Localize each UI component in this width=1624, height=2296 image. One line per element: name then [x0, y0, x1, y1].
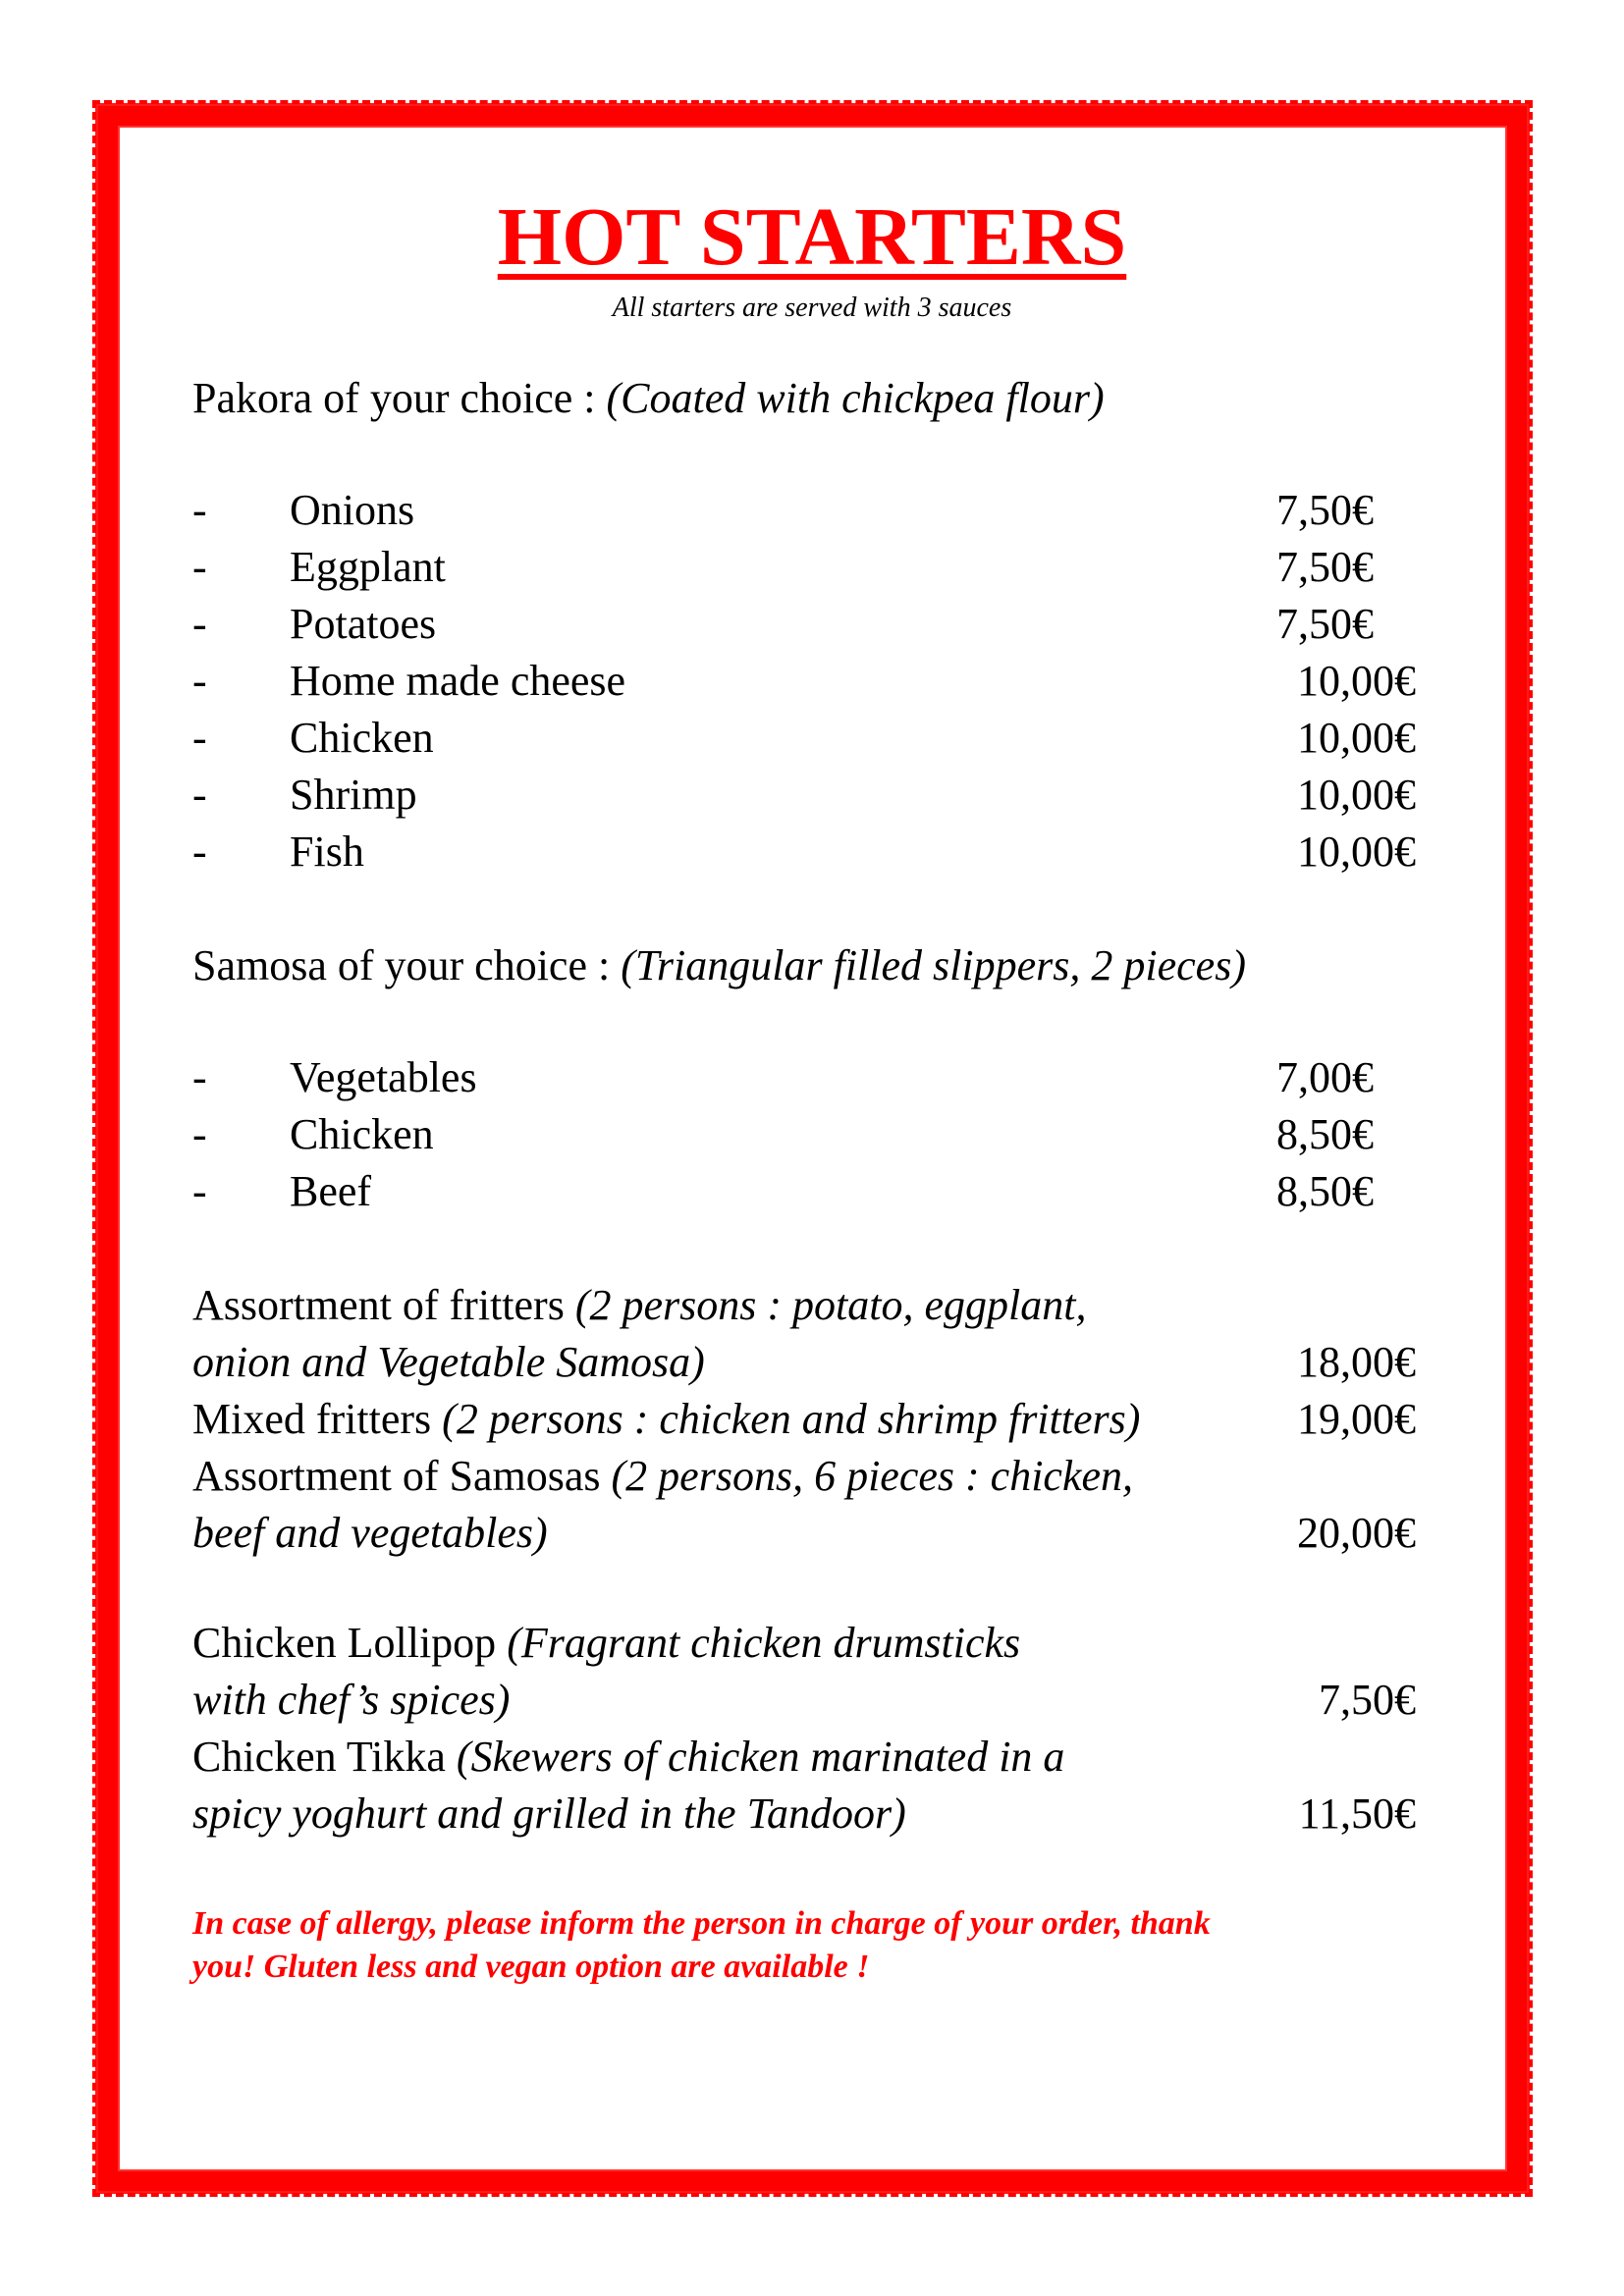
mixed-fritters-line	[192, 1395, 1141, 1443]
chicken-tikka-desc-line2: spicy yoghurt and grilled in the Tandoor)	[192, 1789, 906, 1838]
pakora-item-price: 10,00€	[1297, 714, 1416, 762]
list-bullet: -	[192, 714, 207, 762]
assortment-samosas-desc: (2 persons, 6 pieces : chicken,	[611, 1452, 1134, 1500]
pakora-description: (Coated with chickpea flour)	[606, 374, 1105, 422]
list-bullet: -	[192, 828, 207, 876]
chicken-lollipop-price: 7,50€	[1319, 1676, 1416, 1724]
pakora-item-price: 7,50€	[1276, 543, 1374, 591]
page-subtitle: All starters are served with 3 sauces	[612, 293, 1012, 323]
list-bullet: -	[192, 771, 207, 819]
pakora-heading	[192, 374, 1105, 422]
mixed-fritters-desc: (2 persons : chicken and shrimp fritters)	[442, 1395, 1141, 1443]
page-title: HOT STARTERS	[497, 191, 1127, 283]
list-bullet: -	[192, 1110, 207, 1158]
pakora-item-price: 10,00€	[1297, 828, 1416, 876]
assortment-samosas-desc-line2: beef and vegetables)	[192, 1509, 548, 1557]
samosa-heading-label: Samosa of your choice :	[192, 941, 611, 989]
samosa-item-name: Beef	[290, 1167, 372, 1215]
samosa-description: (Triangular filled slippers, 2 pieces)	[621, 941, 1246, 989]
list-bullet: -	[192, 486, 207, 534]
pakora-item-price: 10,00€	[1297, 657, 1416, 705]
assortment-fritters-price: 18,00€	[1297, 1338, 1416, 1386]
assortment-samosas-price: 20,00€	[1297, 1509, 1416, 1557]
samosa-item-price: 8,50€	[1276, 1110, 1374, 1158]
assortment-samosas-line1	[192, 1452, 1134, 1500]
pakora-item-name: Fish	[290, 828, 364, 876]
pakora-item-price: 7,50€	[1276, 486, 1374, 534]
list-bullet: -	[192, 543, 207, 591]
chicken-lollipop-desc: (Fragrant chicken drumsticks	[507, 1619, 1021, 1667]
chicken-lollipop-name: Chicken Lollipop	[192, 1619, 497, 1667]
chicken-lollipop-desc-line2: with chef’s spices)	[192, 1676, 511, 1724]
assortment-fritters-line1	[192, 1281, 1087, 1329]
assortment-fritters-desc-line2: onion and Vegetable Samosa)	[192, 1338, 705, 1386]
assortment-fritters-desc: (2 persons : potato, eggplant,	[574, 1281, 1087, 1329]
pakora-item-price: 10,00€	[1297, 771, 1416, 819]
pakora-item-name: Eggplant	[290, 543, 446, 591]
samosa-item-name: Vegetables	[290, 1053, 477, 1101]
chicken-tikka-name: Chicken Tikka	[192, 1733, 446, 1781]
pakora-heading-label: Pakora of your choice :	[192, 374, 596, 422]
chicken-tikka-price: 11,50€	[1298, 1789, 1416, 1838]
samosa-item-price: 8,50€	[1276, 1167, 1374, 1215]
list-bullet: -	[192, 1167, 207, 1215]
chicken-tikka-line1	[192, 1735, 1064, 1779]
allergy-note-line2: you! Gluten less and vegan option are available !	[192, 1949, 870, 1985]
chicken-lollipop-line1	[192, 1619, 1021, 1667]
chicken-tikka-desc: (Skewers of chicken marinated in a	[456, 1733, 1065, 1781]
allergy-note-line1: In case of allergy, please inform the person in charge of your order, thank	[192, 1905, 1211, 1942]
mixed-fritters-price: 19,00€	[1297, 1395, 1416, 1443]
samosa-item-price: 7,00€	[1276, 1053, 1374, 1101]
pakora-item-name: Onions	[290, 486, 415, 534]
assortment-fritters-name: Assortment of fritters	[192, 1281, 565, 1329]
samosa-item-name: Chicken	[290, 1110, 434, 1158]
pakora-item-name: Shrimp	[290, 771, 417, 819]
list-bullet: -	[192, 657, 207, 705]
pakora-item-price: 7,50€	[1276, 600, 1374, 648]
samosa-heading	[192, 941, 1246, 989]
pakora-item-name: Home made cheese	[290, 657, 626, 705]
mixed-fritters-name: Mixed fritters	[192, 1395, 432, 1443]
list-bullet: -	[192, 1053, 207, 1101]
list-bullet: -	[192, 600, 207, 648]
pakora-item-name: Chicken	[290, 714, 434, 762]
assortment-samosas-name: Assortment of Samosas	[192, 1452, 601, 1500]
pakora-item-name: Potatoes	[290, 600, 437, 648]
